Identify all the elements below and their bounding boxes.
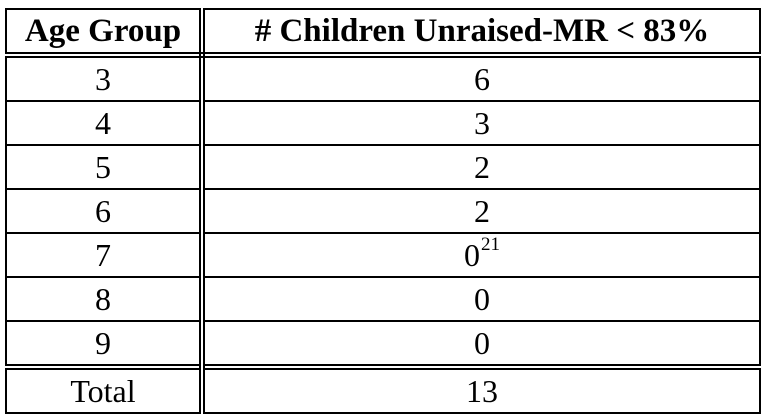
children-count-cell [202,233,760,277]
total-label: Total [6,367,202,413]
data-table-container [5,8,759,414]
table-body [6,55,760,413]
table-row [6,189,760,233]
children-count-cell: 2 [202,189,760,233]
children-count-value: 0 [464,237,480,273]
age-group-cell: 4 [6,101,202,145]
children-count-cell: 3 [202,101,760,145]
children-count-cell: 0 [202,277,760,321]
table-header [6,9,760,55]
children-count-cell: 6 [202,55,760,101]
table-row [6,55,760,101]
age-group-table [5,8,761,414]
age-group-cell: 8 [6,277,202,321]
age-group-cell: 7 [6,233,202,277]
age-group-cell: 3 [6,55,202,101]
table-row [6,321,760,367]
header-children-count: # Children Unraised-MR < 83% [202,9,760,55]
header-row [6,9,760,55]
total-value: 13 [202,367,760,413]
age-group-cell: 6 [6,189,202,233]
age-group-cell: 5 [6,145,202,189]
footnote-marker: 21 [481,234,500,255]
children-count-cell: 0 [202,321,760,367]
header-age-group: Age Group [6,9,202,55]
table-row [6,233,760,277]
table-row [6,101,760,145]
children-count-cell: 2 [202,145,760,189]
table-row [6,145,760,189]
age-group-cell: 9 [6,321,202,367]
total-row [6,367,760,413]
table-row [6,277,760,321]
